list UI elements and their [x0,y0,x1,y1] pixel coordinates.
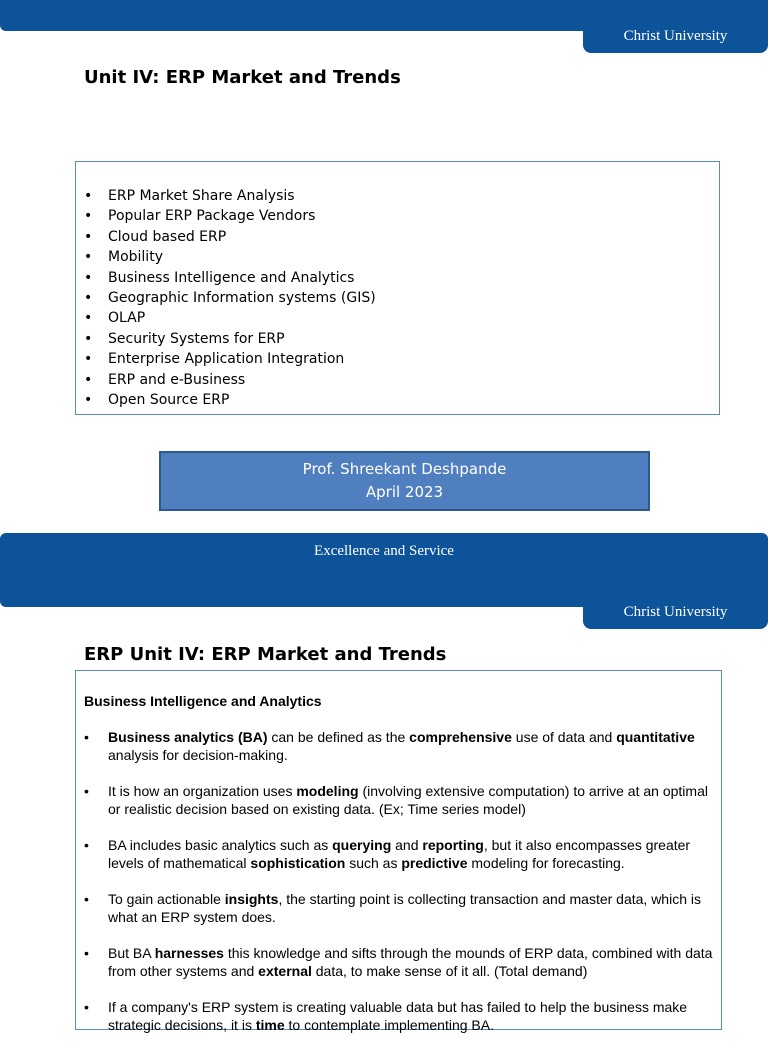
list-item: • Business Intelligence and Analytics [84,268,376,288]
content-box [75,670,722,1033]
bullet-item [84,782,714,818]
bullet-text: , the starting point is collecting transaction and master data, which is what an ERP system does. [108,891,701,925]
slide-title: Unit IV: ERP Market and Trends [84,67,401,88]
topics-box [75,161,720,415]
bold-term: time [255,1017,285,1033]
bold-term: external [258,963,312,979]
slide-title: ERP Unit IV: ERP Market and Trends [84,644,447,665]
bold-term: harnesses [154,945,224,961]
bullet-item [84,890,714,926]
bullet-text: , but it also encompasses greater levels of mathematical [108,837,691,871]
bullet-item [84,944,714,980]
bold-term: modeling [296,783,359,799]
bold-term: predictive [401,855,468,871]
university-tab [583,596,768,629]
bullet-text: It is how an organization uses [108,783,297,799]
university-name: Christ University [623,28,728,44]
author-name: Prof. Shreekant Deshpande [302,460,507,478]
presentation-date: April 2023 [365,483,444,501]
bullet-item [84,728,714,764]
bullet-text: analysis for decision-making. [108,747,288,763]
bold-term: sophistication [250,855,346,871]
bullet-text: If a company's ERP system is creating valuable data but has failed to help the business make strategic decisions, it is [108,999,688,1033]
list-item: • ERP Market Share Analysis [84,186,376,206]
bullet-text: BA includes basic analytics such as [108,837,333,853]
bold-term: quantitative [616,729,695,745]
topic-list [84,186,376,410]
bullet-text: to contemplate implementing BA. [284,1017,494,1033]
list-item: • Cloud based ERP [84,227,376,247]
bullet-text: this knowledge and sifts through the mounds of ERP data, combined with data from other systems and [108,945,713,979]
bullet-list [84,728,714,1052]
list-item: • Geographic Information systems (GIS) [84,288,376,308]
list-item: • Security Systems for ERP [84,329,376,349]
list-item: • OLAP [84,308,376,328]
list-item: • ERP and e-Business [84,370,376,390]
bullet-text: use of data and [511,729,617,745]
bullet-text: (involving extensive computation) to arrive at an optimal or realistic decision based on existing data. (Ex; Time series model) [108,783,708,817]
list-item: • Enterprise Application Integration [84,349,376,369]
list-item: • Open Source ERP [84,390,376,410]
bullet-item [84,836,714,872]
bold-term: insights [224,891,279,907]
motto-text: Excellence and Service [314,543,454,559]
bold-term: reporting [422,837,484,853]
bullet-text: data, to make sense of it all. (Total demand) [311,963,588,979]
bold-term: Business analytics (BA) [108,729,268,745]
bullet-item [84,998,714,1034]
section-heading: Business Intelligence and Analytics [84,693,322,709]
list-item: • Mobility [84,247,376,267]
author-box [159,451,650,511]
university-name: Christ University [623,604,728,620]
list-item: • Popular ERP Package Vendors [84,206,376,226]
bullet-text: can be defined as the [267,729,410,745]
bullet-text: such as [345,855,402,871]
bullet-text: To gain actionable [108,891,225,907]
bold-term: comprehensive [409,729,512,745]
bold-term: querying [332,837,392,853]
bullet-text: and [391,837,423,853]
bullet-text: modeling for forecasting. [467,855,625,871]
bullet-text: But BA [108,945,155,961]
university-tab [583,20,768,53]
